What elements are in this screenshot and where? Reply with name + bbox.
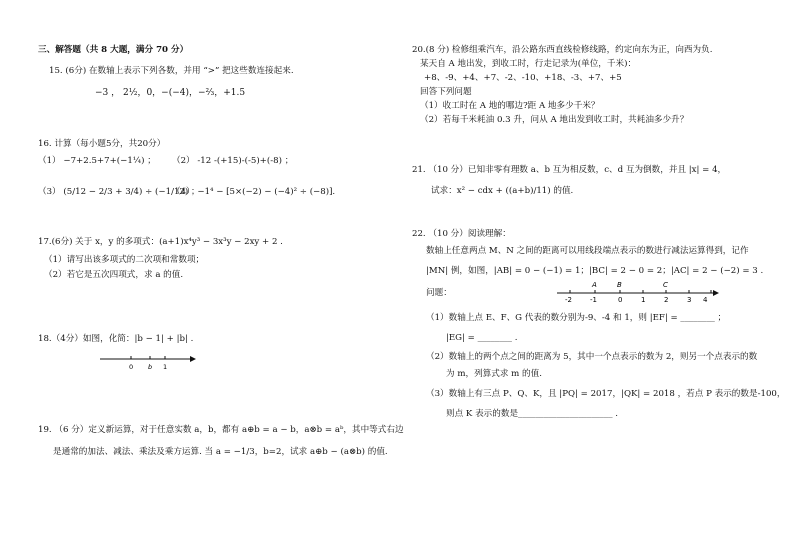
point-C: C	[663, 281, 668, 289]
q16-title: 16. 计算（每小题5分，共20分）	[38, 139, 166, 149]
section-title: 三、解答题（共 8 大题，满分 70 分）	[38, 45, 189, 55]
q22-number-line	[553, 278, 723, 304]
tick-neg2: -2	[565, 296, 572, 304]
q20-line3: +8、-9、+4、+7、-2、-10、+18、-3、+7、+5	[424, 73, 622, 83]
q22-part3a: （3）数轴上有三点 P、Q、K，且 |PQ| = 2017，|QK| = 2018 ，若点 P 表示的数是-100，	[426, 389, 786, 399]
q22-part3b: 则点 K 表示的数是______________________ .	[446, 409, 619, 419]
q22-line1: 数轴上任意两点 M、N 之间的距离可以用线段端点表示的数进行减法运算得到，记作	[426, 246, 749, 256]
q20-line1: 20.(8 分) 检修组乘汽车，沿公路东西直线检修线路，约定向东为正，向西为负.	[412, 45, 713, 55]
q18-text: 18.（4分）如图，化简：|b − 1| + |b| .	[38, 334, 194, 344]
q22-line2: |MN| 例，如图，|AB| = 0 − (−1) = 1；|BC| = 2 − 0 = 2；|AC| = 2 − (−2) = 3 .	[426, 266, 764, 276]
tick-label-1: 1	[163, 363, 168, 371]
q19-line2: 是通常的加法、减法、乘法及乘方运算. 当 a = −1/3，b=2，试求 a⊕b − (a⊗b) 的值.	[53, 447, 388, 457]
tick-label-0: 0	[129, 363, 134, 371]
q19-line1: 19. （6 分）定义新运算，对于任意实数 a，b，都有 a⊕b = a − b，a⊗b = aᵇ，其中等式右边	[38, 425, 404, 435]
tick-3: 3	[687, 296, 692, 304]
q18-number-line	[98, 350, 198, 372]
q21-line2: 试求：x² − cdx + ((a+b)/11) 的值.	[431, 186, 574, 196]
tick-2: 2	[664, 296, 669, 304]
tick-label-b: b	[148, 363, 153, 371]
q22-line3: 问题：	[426, 288, 452, 298]
tick-neg1: -1	[590, 296, 597, 304]
q22-part2b: 为 m，列算式求 m 的值.	[446, 369, 542, 379]
q16-part3: （3） (5/12 − 2/3 + 3/4) ÷ (−1/12) ；	[38, 187, 200, 197]
q17-part1: （1）请写出该多项式的二次项和常数项；	[44, 255, 205, 265]
q16-part4: （4） −1⁴ − [5×(−2) − (−4)² ÷ (−8)].	[172, 187, 336, 197]
q20-part1: （1）收工时在 A 地的哪边?距 A 地多少千米？	[420, 101, 600, 111]
q15-numbers: −3 ， 2½，0，−(−4)，−⅔，+1.5	[95, 88, 246, 98]
q22-part1: （1）数轴上点 E、F、G 代表的数分别为-9、-4 和 1，则 |EF| = ________ ；	[426, 313, 727, 323]
q16-part1: （1） −7+2.5+7+(−1¼) ；	[38, 156, 156, 166]
tick-0: 0	[618, 296, 623, 304]
q22-part2a: （2）数轴上的两个点之间的距离为 5，其中一个点表示的数为 2，则另一个点表示的数	[426, 352, 758, 362]
q17-text: 17.(6分) 关于 x，y 的多项式：(a+1)x⁴y³ − 3x³y − 2xy + 2 .	[38, 237, 283, 247]
q17-part2: （2）若它是五次四项式，求 a 的值.	[44, 270, 184, 280]
q15-text: 15. (6分) 在数轴上表示下列各数，并用 “>” 把这些数连接起来.	[49, 66, 294, 76]
q20-part2: （2）若每千米耗油 0.3 升，问从 A 地出发到收工时，共耗油多少升？	[420, 115, 689, 125]
q22-title: 22. （10 分）阅读理解：	[412, 229, 511, 239]
point-A: A	[592, 281, 597, 289]
q20-line2: 某天自 A 地出发，到收工时，行走记录为(单位，千米)：	[420, 59, 637, 69]
q21-line1: 21. （10 分）已知非零有理数 a、b 互为相反数，c、d 互为倒数，并且 |x| = 4，	[412, 165, 727, 175]
q22-part1b: |EG| = ________ .	[446, 333, 518, 343]
point-B: B	[617, 281, 622, 289]
tick-1: 1	[641, 296, 646, 304]
q20-line4: 回答下列问题	[420, 87, 472, 97]
tick-4: 4	[703, 296, 708, 304]
q16-part2: （2） -12 -(+15)-(-5)+(-8) ；	[172, 156, 294, 166]
